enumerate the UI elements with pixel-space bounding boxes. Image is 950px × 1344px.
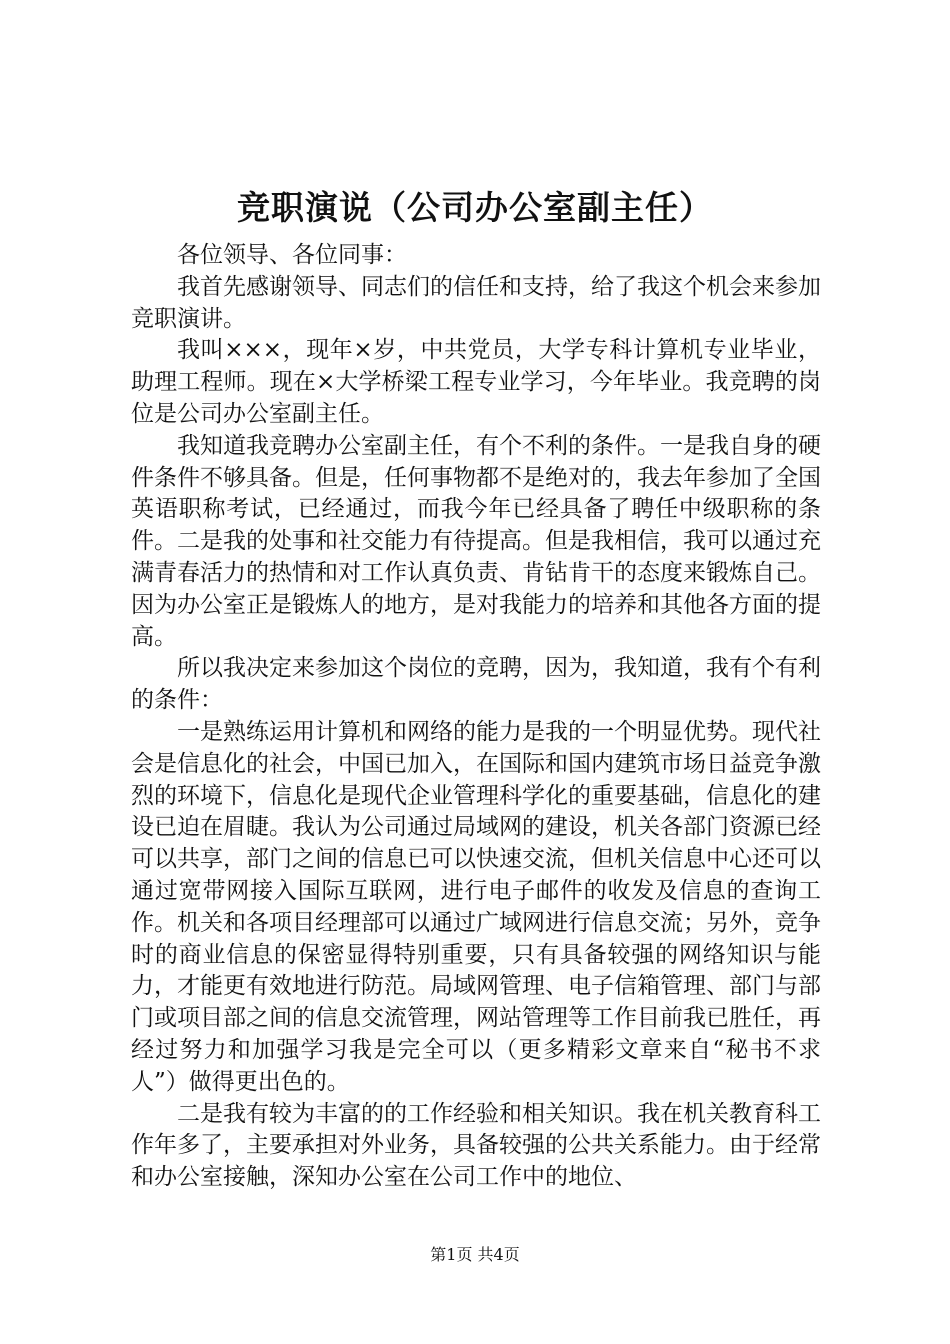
body-paragraph: 我叫×××，现年×岁，中共党员，大学专科计算机专业毕业，助理工程师。现在×大学桥梁工程专业学习，今年毕业。我竞聘的岗位是公司办公室副主任。 [131,337,821,427]
body-paragraph: 我首先感谢领导、同志们的信任和支持，给了我这个机会来参加竞职演讲。 [131,273,821,332]
page-number-footer: 第1页 共4页 [430,1245,520,1264]
body-paragraph: 二是我有较为丰富的的工作经验和相关知识。我在机关教育科工作年多了，主要承担对外业务，具备较强的公共关系能力。由于经常和办公室接触，深知办公室在公司工作中的地位、 [131,1100,821,1191]
document-title: 竞职演说（公司办公室副主任） [237,188,713,227]
salutation-paragraph: 各位领导、各位同事： [177,242,407,268]
body-paragraph: 我知道我竞聘办公室副主任，有个不利的条件。一是我自身的硬件条件不够具备。但是，任何事物都不是绝对的，我去年参加了全国英语职称考试，已经通过，而我今年已经具备了聘任中级职称的条件。二是我的处事和社交能力有待提高。但是我相信，我可以通过充满青春活力的热情和对工作认真负责、肯钻肯干的态度来锻炼自己。因为办公室正是锻炼人的地方，是对我能力的培养和其他各方面的提高。 [131,432,821,650]
document-body [131,240,821,1194]
body-paragraph: 所以我决定来参加这个岗位的竞聘，因为，我知道，我有个有利的条件： [131,655,821,714]
body-paragraph: 一是熟练运用计算机和网络的能力是我的一个明显优势。现代社会是信息化的社会，中国已加入，在国际和国内建筑市场日益竞争激烈的环境下，信息化是现代企业管理科学化的重要基础，信息化的建设已迫在眉睫。我认为公司通过局域网的建设，机关各部门资源已经可以共享，部门之间的信息已可以快速交流，但机关信息中心还可以通过宽带网接入国际互联网，进行电子邮件的收发及信息的查询工作。机关和各项目经理部可以通过广域网进行信息交流；另外，竞争时的商业信息的保密显得特别重要，只有具备较强的网络知识与能力，才能更有效地进行防范。局域网管理、电子信箱管理、部门与部门或项目部之间的信息交流管理，网站管理等工作目前我已胜任，再经过努力和加强学习我是完全可以（更多精彩文章来自“秘书不求人”）做得更出色的。 [131,718,821,1095]
